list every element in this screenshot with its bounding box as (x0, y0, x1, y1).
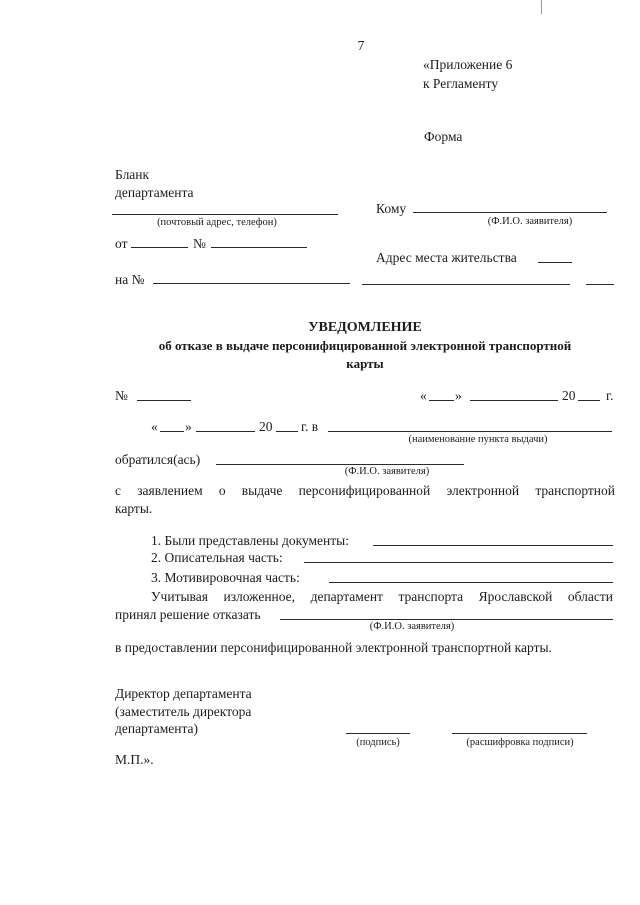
on-number-label: на № (115, 272, 145, 287)
applicant-fio-line (216, 464, 464, 465)
page-number: 7 (357, 38, 365, 53)
signature-caption: (подпись) (356, 737, 400, 748)
notice-subtitle-line-1: об отказе в выдаче персонифицированной электронной транспортной (158, 338, 572, 353)
application-date-open-quote: « (151, 419, 158, 434)
decision-line-2: принял решение отказать (115, 607, 261, 622)
residence-address-line (538, 262, 572, 263)
residence-address-line-2 (362, 284, 570, 285)
documents-section-label: 1. Были представлены документы: (151, 533, 349, 548)
form-label: Форма (424, 129, 463, 144)
statement-line-2: карты. (115, 501, 153, 516)
reg-month-line (470, 400, 558, 401)
description-section-line (304, 562, 613, 563)
department-label: департамента (115, 185, 194, 200)
reg-year-prefix: 20 (562, 388, 576, 403)
description-section-label: 2. Описательная часть: (151, 550, 283, 565)
to-label: Кому (376, 201, 407, 216)
reg-year-suffix: г. (606, 388, 614, 403)
recipient-fio-caption: (Ф.И.О. заявителя) (487, 216, 573, 227)
refused-applicant-caption: (Ф.И.О. заявителя) (369, 621, 455, 632)
application-year-line (276, 431, 298, 432)
reasoning-section-label: 3. Мотивировочная часть: (151, 570, 300, 585)
appendix-line-1: «Приложение 6 (423, 57, 513, 72)
signatory-line-3: департамента) (115, 721, 199, 736)
reg-number-line (137, 400, 191, 401)
reg-year-line (578, 400, 600, 401)
applied-label: обратился(ась) (115, 452, 201, 467)
reasoning-section-line (329, 582, 613, 583)
from-number-sign: № (193, 236, 206, 251)
application-month-line (196, 431, 255, 432)
notice-subtitle-line-2: карты (346, 356, 384, 371)
from-date-line (131, 247, 188, 248)
stamp-place-label: М.П.». (115, 752, 154, 767)
from-label: от (115, 236, 128, 251)
on-number-line (153, 283, 350, 284)
signatory-line-1: Директор департамента (115, 686, 252, 701)
issue-point-caption: (наименование пункта выдачи) (408, 434, 548, 445)
address-line (112, 214, 338, 215)
signatory-line-2: (заместитель директора (115, 704, 252, 719)
decision-line-3: в предоставлении персонифицированной электронной транспортной карты. (115, 640, 552, 655)
applicant-fio-caption: (Ф.И.О. заявителя) (344, 466, 430, 477)
reg-date-open-quote: « (420, 388, 427, 403)
refused-applicant-line (280, 619, 613, 620)
statement-line-1: с заявлением о выдаче персонифицированной электронной транспортной (115, 483, 615, 498)
address-caption: (почтовый адрес, телефон) (157, 217, 277, 228)
issue-point-line (328, 431, 612, 432)
notice-title: УВЕДОМЛЕНИЕ (308, 320, 422, 335)
signature-line (346, 733, 410, 734)
reg-day-line (429, 400, 454, 401)
decision-line-1: Учитывая изложенное, департамент транспорта Ярославской области (151, 589, 613, 604)
from-number-line (211, 247, 307, 248)
scan-edge-mark (541, 0, 542, 14)
documents-section-line (373, 545, 613, 546)
application-year-suffix: г. в (301, 419, 319, 434)
residence-address-label: Адрес места жительства (376, 250, 517, 265)
application-year-prefix: 20 (259, 419, 273, 434)
signature-decode-line (452, 733, 587, 734)
application-date-close-quote: » (185, 419, 192, 434)
reg-number-sign: № (115, 388, 128, 403)
to-line (413, 212, 607, 213)
blank-label: Бланк (115, 167, 150, 182)
appendix-line-2: к Регламенту (423, 76, 499, 91)
reg-date-close-quote: » (455, 388, 462, 403)
signature-decode-caption: (расшифровка подписи) (466, 737, 574, 748)
residence-address-line-3 (586, 284, 614, 285)
application-day-line (160, 431, 184, 432)
